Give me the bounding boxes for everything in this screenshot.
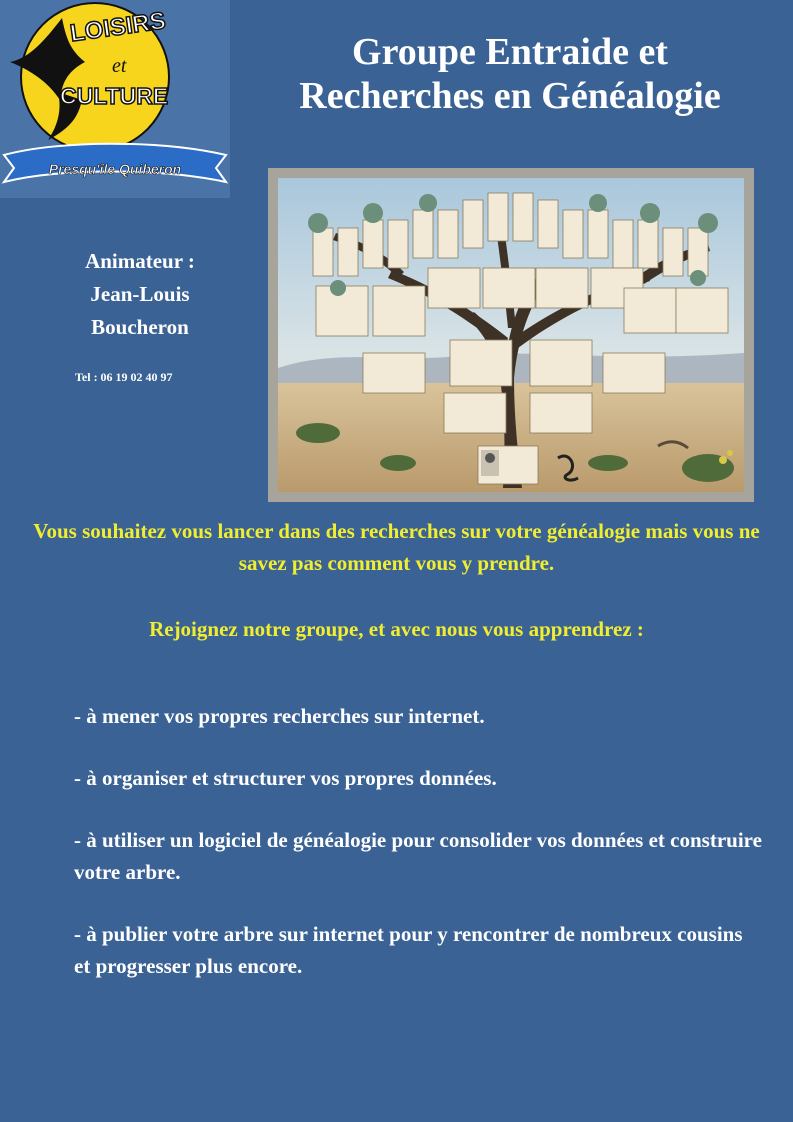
logo-panel <box>0 0 230 198</box>
animator-block <box>40 245 240 344</box>
loisirs-et-culture-logo <box>0 0 230 198</box>
family-tree-image <box>278 178 744 492</box>
animator-label: Animateur : <box>85 249 195 273</box>
list-item: - à utiliser un logiciel de généalogie pour consolider vos données et construire votre arbre. <box>74 828 762 884</box>
intro-text: Vous souhaitez vous lancer dans des recherches sur votre généalogie mais vous ne savez pas comment vous y prendre. <box>33 519 760 575</box>
animator-first-name: Jean-Louis <box>90 282 190 306</box>
list-item: - à publier votre arbre sur internet pour y rencontrer de nombreux cousins et progresser plus encore. <box>74 922 743 978</box>
title-line-1: Groupe Entraide et <box>352 31 668 73</box>
logo-text-et: et <box>112 55 127 77</box>
learning-list <box>74 700 764 1012</box>
list-item: - à organiser et structurer vos propres données. <box>74 766 497 790</box>
logo-text-loisirs: LOISIRS <box>68 7 168 48</box>
animator-phone: Tel : 06 19 02 40 97 <box>75 370 173 384</box>
family-tree-illustration <box>268 168 754 502</box>
logo-text-culture: CULTURE <box>60 83 169 109</box>
title-line-2: Recherches en Généalogie <box>299 75 721 117</box>
animator-last-name: Boucheron <box>91 315 189 339</box>
list-item: - à mener vos propres recherches sur internet. <box>74 704 485 728</box>
join-text: Rejoignez notre groupe, et avec nous vous apprendrez : <box>149 617 644 641</box>
logo-ribbon-text: Presqu'île Quiberon <box>48 161 182 177</box>
page-title <box>232 30 788 118</box>
